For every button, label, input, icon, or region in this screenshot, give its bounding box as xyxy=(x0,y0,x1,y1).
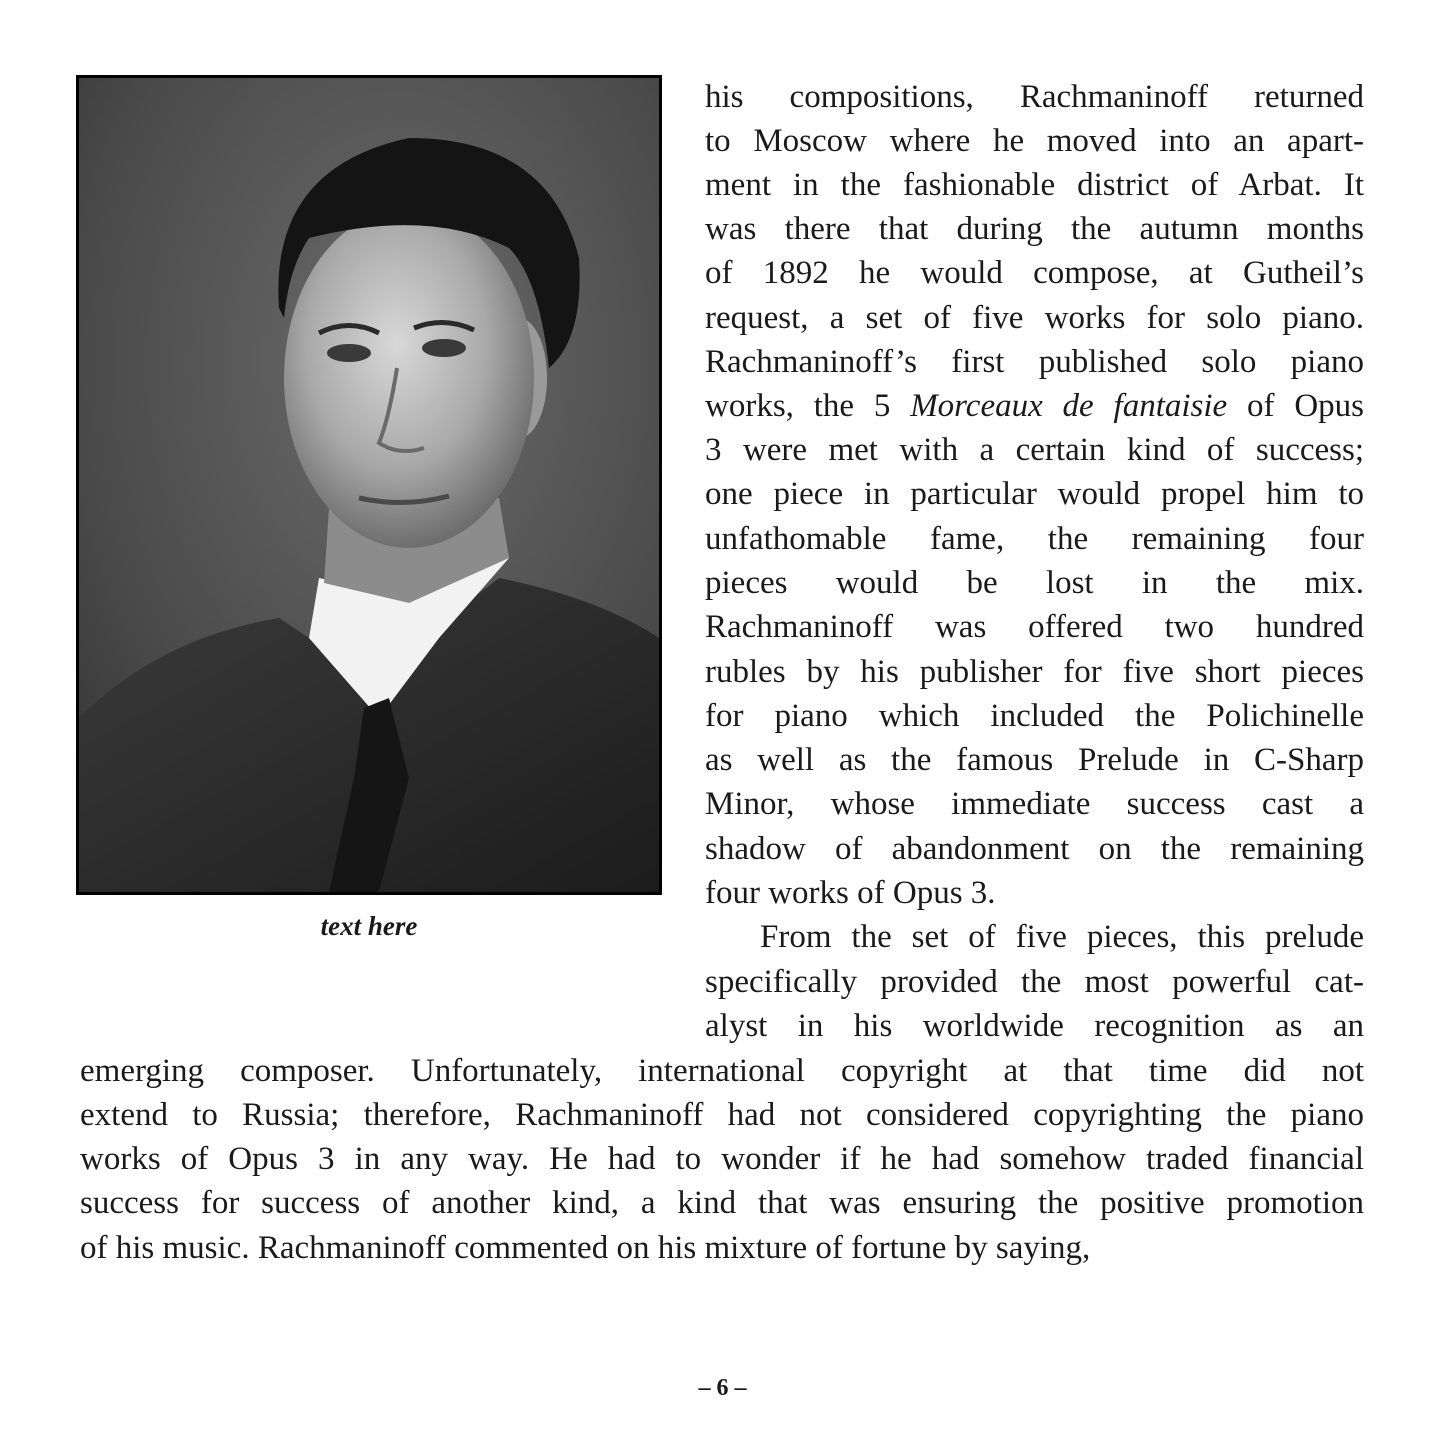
body-line: ment in the fashionable district of Arbat. It xyxy=(705,167,1364,203)
body-line: to Moscow where he moved into an apart- xyxy=(705,123,1364,159)
body-line: pieces would be lost in the mix. xyxy=(705,565,1364,601)
body-line: request, a set of five works for solo piano. xyxy=(705,300,1364,336)
body-text: works, the 5 xyxy=(705,388,911,424)
body-line-italic-title xyxy=(705,384,1364,428)
body-line: was there that during the autumn months xyxy=(705,211,1364,247)
body-line: four works of Opus 3. xyxy=(705,875,996,911)
work-title: Morceaux de fantaisie xyxy=(910,388,1228,424)
body-line-full: extend to Russia; therefore, Rachmaninoff had not considered copyrighting the piano xyxy=(80,1097,1364,1133)
body-line: rubles by his publisher for five short pieces xyxy=(705,654,1364,690)
body-line-full: of his music. Rachmaninoff commented on his mixture of fortune by saying, xyxy=(80,1230,1091,1266)
paragraph-first-line: From the set of five pieces, this prelude xyxy=(760,919,1364,955)
body-line: as well as the famous Prelude in C-Sharp xyxy=(705,742,1364,778)
body-line: shadow of abandonment on the remaining xyxy=(705,831,1364,867)
body-line: Minor, whose immediate success cast a xyxy=(705,786,1364,822)
portrait-photo xyxy=(76,75,662,895)
body-line: 3 were met with a certain kind of success; xyxy=(705,432,1364,468)
body-line-full: success for success of another kind, a kind that was ensuring the positive promotion xyxy=(80,1185,1364,1221)
body-line: unfathomable fame, the remaining four xyxy=(705,521,1364,557)
photo-caption: text here xyxy=(320,911,418,941)
page-number: – 6 – xyxy=(698,1375,747,1401)
body-line: one piece in particular would propel him to xyxy=(705,476,1364,512)
body-line: his compositions, Rachmaninoff returned xyxy=(705,79,1364,115)
body-line: Rachmaninoff was offered two hundred xyxy=(705,609,1364,645)
body-line: Rachmaninoff’s first published solo piano xyxy=(705,344,1364,380)
body-text: of Opus xyxy=(1227,388,1364,424)
body-line: of 1892 he would compose, at Gutheil’s xyxy=(705,255,1364,291)
body-line-full: emerging composer. Unfortunately, international copyright at that time did not xyxy=(80,1053,1364,1089)
portrait-illustration xyxy=(79,78,659,892)
body-line: for piano which included the Polichinelle xyxy=(705,698,1364,734)
body-line: alyst in his worldwide recognition as an xyxy=(705,1008,1364,1044)
body-line: specifically provided the most powerful cat- xyxy=(705,964,1364,1000)
body-line-full: works of Opus 3 in any way. He had to wonder if he had somehow traded financial xyxy=(80,1141,1364,1177)
